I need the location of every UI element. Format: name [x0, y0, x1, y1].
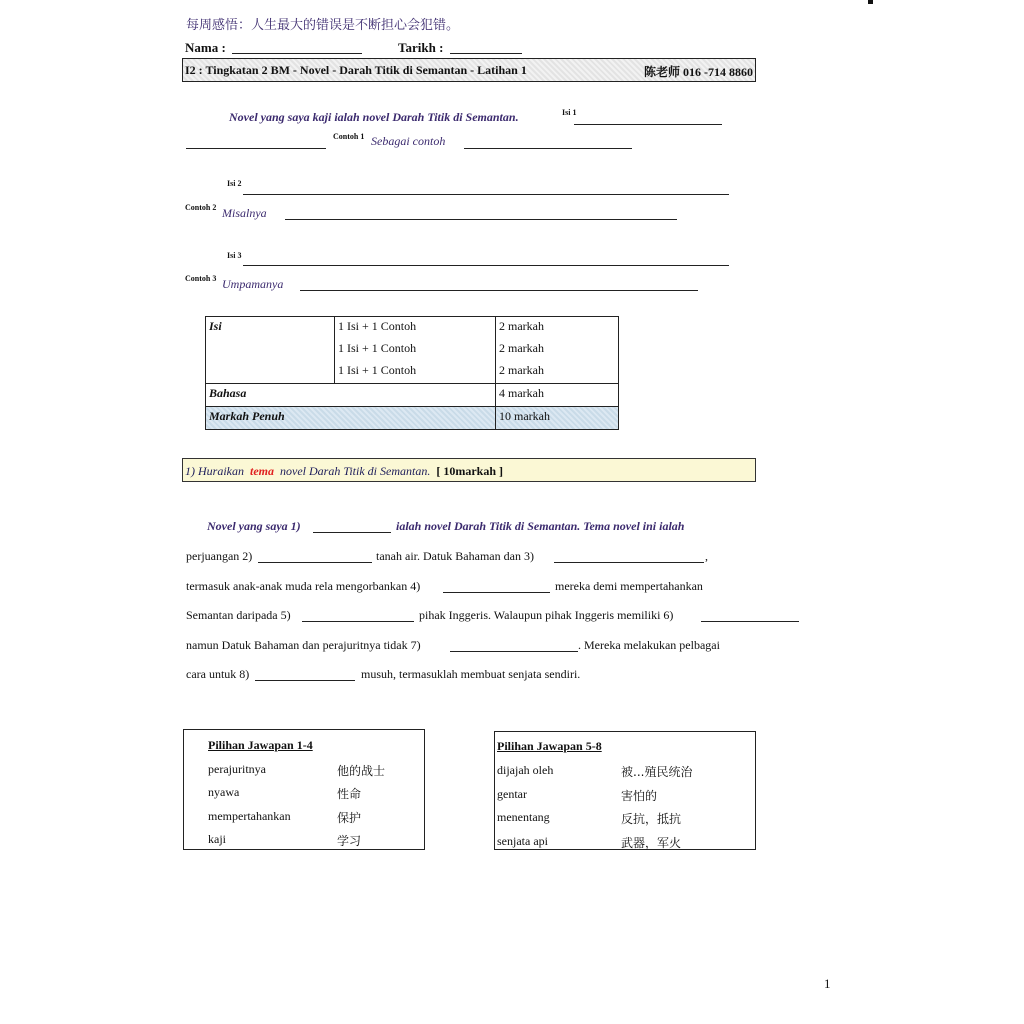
passage-text: tanah air. Datuk Bahaman dan 3) [376, 549, 534, 563]
isi-mark-cell: 2 markah [496, 339, 619, 361]
isi1-label: Isi 1 [562, 108, 577, 117]
choice-translation: 保护 [337, 811, 362, 825]
weekly-quote: 每周感悟：人生最大的错误是不断担心会犯错。 [186, 18, 460, 33]
question-rest: novel Darah Titik di Semantan. [280, 464, 431, 478]
isi1-continued-field[interactable] [186, 148, 326, 149]
choices-5-8-title: Pilihan Jawapan 5-8 [497, 739, 602, 753]
table-row [206, 384, 619, 407]
choice-word: mempertahankan [208, 809, 291, 823]
contoh1-label: Contoh 1 [333, 132, 365, 141]
choices-1-4-box [183, 729, 425, 850]
isi2-label: Isi 2 [227, 179, 242, 188]
isi-item-cell: 1 Isi + 1 Contoh [335, 317, 496, 340]
question-prefix: 1) Huraikan [185, 464, 244, 478]
question-text [185, 464, 503, 479]
sebagai-contoh-text: Sebagai contoh [371, 134, 446, 148]
choice-word: kaji [208, 832, 226, 846]
bahasa-label-cell: Bahasa [206, 384, 496, 407]
blank-4[interactable] [443, 592, 550, 593]
passage-text: cara untuk 8) [186, 667, 250, 681]
blank-6[interactable] [701, 621, 799, 622]
isi-mark-cell: 2 markah [496, 317, 619, 340]
contoh2-label: Contoh 2 [185, 203, 217, 212]
blank-3[interactable] [554, 562, 704, 563]
isi1-field[interactable] [574, 124, 722, 125]
isi2-field[interactable] [243, 194, 729, 195]
penuh-label-cell: Markah Penuh [206, 407, 496, 430]
choice-translation: 学习 [337, 834, 362, 848]
question-marks: [ 10markah ] [436, 464, 503, 478]
passage-text: namun Datuk Bahaman dan perajuritnya tidak 7) [186, 638, 421, 652]
passage-text: pihak Inggeris. Walaupun pihak Inggeris memiliki 6) [419, 608, 674, 622]
blank-5[interactable] [302, 621, 414, 622]
passage-text: ialah novel Darah Titik di Semantan. Tema novel ini ialah [396, 519, 685, 533]
table-row [206, 317, 619, 340]
passage-text: termasuk anak-anak muda rela mengorbankan 4) [186, 579, 421, 593]
choice-translation: 武器，军火 [621, 836, 682, 850]
choice-translation: 反抗，抵抗 [621, 812, 682, 826]
choice-word: senjata api [497, 834, 548, 848]
isi-mark-cell: 2 markah [496, 361, 619, 384]
contoh3-label: Contoh 3 [185, 274, 217, 283]
contoh1-field[interactable] [464, 148, 632, 149]
marking-scheme-table [205, 316, 619, 430]
teacher-contact: 陈老师 016 -714 8860 [644, 65, 753, 79]
essay-intro: Novel yang saya kaji ialah novel Darah Titik di Semantan. [229, 110, 519, 124]
nama-field[interactable] [232, 53, 362, 54]
contoh2-field[interactable] [285, 219, 677, 220]
choices-5-8-box [494, 731, 756, 850]
isi-item-cell: 1 Isi + 1 Contoh [335, 361, 496, 384]
passage-text: Novel yang saya 1) [207, 519, 301, 533]
contoh3-field[interactable] [300, 290, 698, 291]
isi3-field[interactable] [243, 265, 729, 266]
choices-1-4-title: Pilihan Jawapan 1-4 [208, 738, 313, 752]
worksheet-header [182, 58, 756, 82]
worksheet-title: I2 : Tingkatan 2 BM - Novel - Darah Titik di Semantan - Latihan 1 [185, 63, 527, 77]
table-row [206, 407, 619, 430]
choice-translation: 害怕的 [621, 789, 658, 803]
choice-word: dijajah oleh [497, 763, 554, 777]
passage-text: musuh, termasuklah membuat senjata sendiri. [361, 667, 581, 681]
blank-8[interactable] [255, 680, 355, 681]
question-keyword: tema [250, 464, 274, 478]
bahasa-mark-cell: 4 markah [496, 384, 619, 407]
tarikh-field[interactable] [450, 53, 522, 54]
misalnya-text: Misalnya [222, 206, 267, 220]
choice-word: nyawa [208, 785, 240, 799]
choice-word: gentar [497, 787, 527, 801]
choice-translation: 性命 [337, 787, 362, 801]
tarikh-label: Tarikh : [398, 40, 444, 55]
nama-label: Nama : [185, 40, 226, 55]
passage-comma: , [705, 549, 708, 563]
choice-word: menentang [497, 810, 550, 824]
penuh-mark-cell: 10 markah [496, 407, 619, 430]
page-number: 1 [824, 976, 831, 991]
isi-label-cell: Isi [206, 317, 335, 384]
passage-text: perjuangan 2) [186, 549, 253, 563]
blank-2[interactable] [258, 562, 372, 563]
choice-translation: 他的战士 [337, 764, 386, 778]
choice-translation: 被...殖民统治 [621, 765, 693, 779]
umpamanya-text: Umpamanya [222, 277, 284, 291]
question-box [182, 458, 756, 482]
passage-text: . Mereka melakukan pelbagai [578, 638, 720, 652]
isi3-label: Isi 3 [227, 251, 242, 260]
blank-1[interactable] [313, 532, 391, 533]
passage-text: Semantan daripada 5) [186, 608, 291, 622]
passage-text: mereka demi mempertahankan [555, 579, 703, 593]
blank-7[interactable] [450, 651, 578, 652]
isi-item-cell: 1 Isi + 1 Contoh [335, 339, 496, 361]
choice-word: perajuritnya [208, 762, 266, 776]
scan-corner-mark [868, 0, 873, 4]
